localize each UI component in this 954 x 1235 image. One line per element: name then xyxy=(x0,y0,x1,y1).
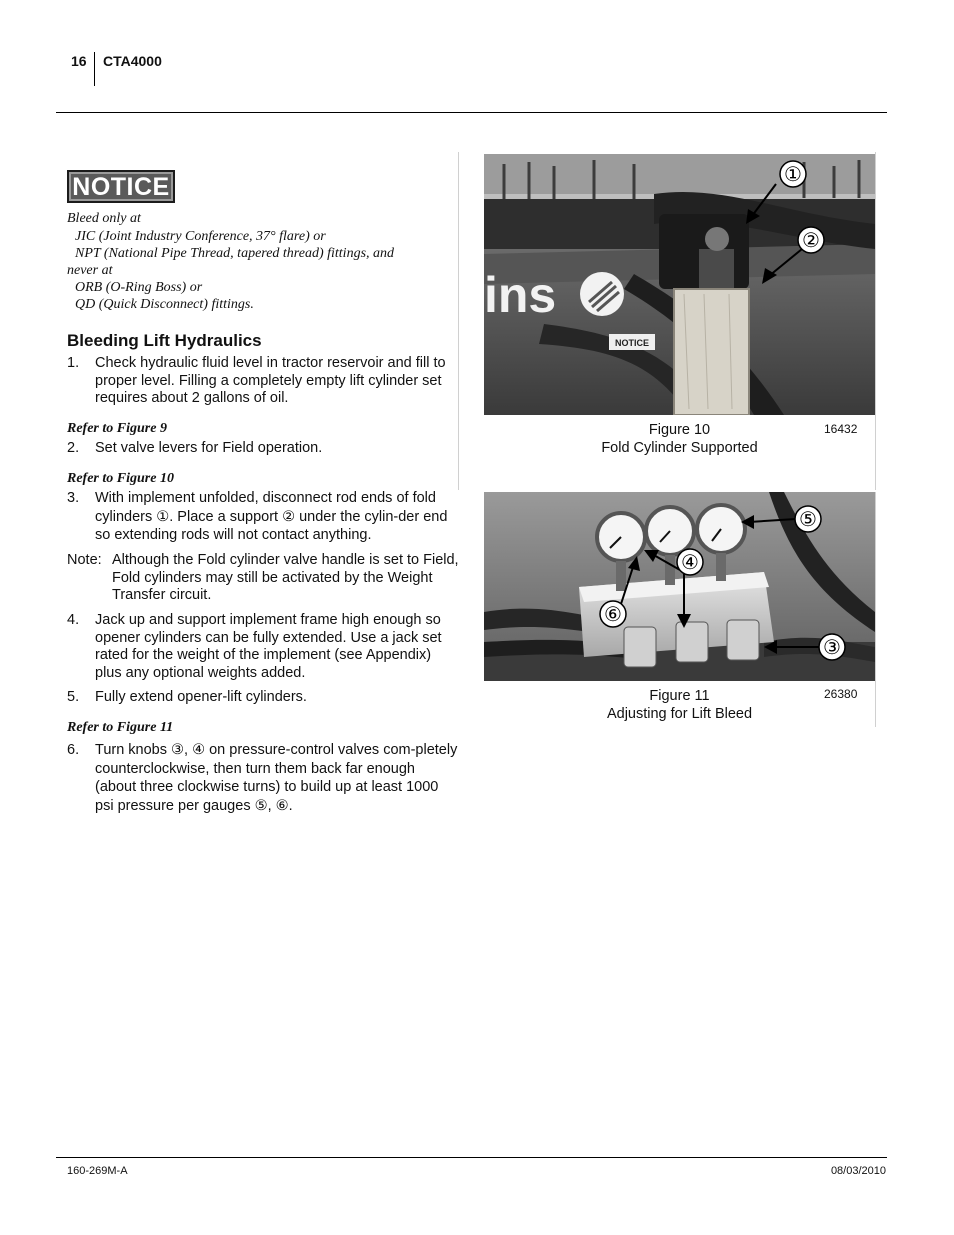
fold-cylinder-photo xyxy=(484,154,875,415)
notice-line: NPT (National Pipe Thread, tapered thread) fittings, and xyxy=(75,246,395,261)
notice-line: Bleed only at xyxy=(67,211,141,226)
step-text: Fully extend opener-lift cylinders. xyxy=(95,689,307,705)
page-number: 16 xyxy=(71,53,87,69)
step-text: Set valve levers for Field operation. xyxy=(95,440,323,456)
figure-10-part-number: 16432 xyxy=(824,422,858,436)
column-divider xyxy=(458,152,459,490)
figure-10-caption: Fold Cylinder Supported xyxy=(601,440,758,456)
figure-11-part-number: 26380 xyxy=(824,687,858,701)
figure-10-photo xyxy=(484,154,875,415)
brand-lettering: ins xyxy=(484,267,557,323)
step-number: 5. xyxy=(67,689,80,705)
lift-bleed-photo xyxy=(484,492,875,681)
step-number: 4. xyxy=(67,612,80,628)
figure-11-label: Figure 11 xyxy=(649,688,710,704)
refer-figure: Refer to Figure 11 xyxy=(67,720,174,735)
note-block xyxy=(67,552,459,605)
notice-line: never at xyxy=(67,263,113,278)
step-text: With implement unfolded, disconnect rod ends of fold cylinders ①. Place a support ② under the cylin-der end so extending rods will not contact anything. xyxy=(95,490,448,543)
callout-4: ④ xyxy=(681,552,699,574)
step-number: 2. xyxy=(67,440,80,456)
doc-number: 160-269M-A xyxy=(67,1165,128,1177)
section-title: Bleeding Lift Hydraulics xyxy=(67,331,262,350)
callout-5: ⑤ xyxy=(799,509,817,531)
header-divider xyxy=(94,52,95,86)
step-number: 6. xyxy=(67,742,80,758)
figure-11-caption: Adjusting for Lift Bleed xyxy=(606,706,753,722)
step-item xyxy=(67,689,459,707)
model-title: CTA4000 xyxy=(103,53,162,69)
step-number: 3. xyxy=(67,490,80,506)
step-item xyxy=(67,489,459,545)
figure-11-photo xyxy=(484,492,875,681)
step-text: Check hydraulic fluid level in tractor reservoir and fill to proper level. Filling a completely empty lift cylinder set requires about 2 gallons of oil. xyxy=(95,355,446,406)
notice-badge: NOTICE xyxy=(67,170,175,203)
figure-border xyxy=(875,152,876,490)
step-item xyxy=(67,612,459,682)
header-rule xyxy=(56,112,887,113)
notice-line: JIC (Joint Industry Conference, 37° flare) or xyxy=(75,229,326,244)
doc-date: 08/03/2010 xyxy=(830,1165,886,1177)
notice-line: QD (Quick Disconnect) fittings. xyxy=(75,297,254,312)
callout-6: ⑥ xyxy=(604,604,622,626)
step-text: Turn knobs ③, ④ on pressure-control valves com-pletely counterclockwise, then turn them back far enough (about three clockwise turns) to build up at least 1000 psi pressure per gauges ⑤, ⑥. xyxy=(95,742,458,814)
callout-1: ① xyxy=(784,164,802,186)
refer-figure: Refer to Figure 9 xyxy=(67,421,167,436)
figure-10-label: Figure 10 xyxy=(648,422,711,438)
step-item xyxy=(67,741,459,815)
notice-line: ORB (O-Ring Boss) or xyxy=(75,280,203,295)
callout-2: ② xyxy=(802,230,820,252)
footer-rule xyxy=(56,1157,887,1158)
figure-border xyxy=(875,492,876,727)
note-label: Note: xyxy=(67,552,102,568)
photo-notice-sign: NOTICE xyxy=(614,338,650,348)
step-item xyxy=(67,355,459,408)
refer-figure: Refer to Figure 10 xyxy=(67,471,174,486)
step-number: 1. xyxy=(67,355,80,371)
step-item xyxy=(67,440,459,458)
step-text: Jack up and support implement frame high enough so opener cylinders can be fully extended. Use a jack set rated for the weight of the implement (see Appendix) plus any optional weights added. xyxy=(95,612,442,681)
callout-3: ③ xyxy=(823,637,841,659)
note-text: Although the Fold cylinder valve handle is set to Field, Fold cylinders may still be activated by the Weight Transfer circuit. xyxy=(112,552,459,603)
